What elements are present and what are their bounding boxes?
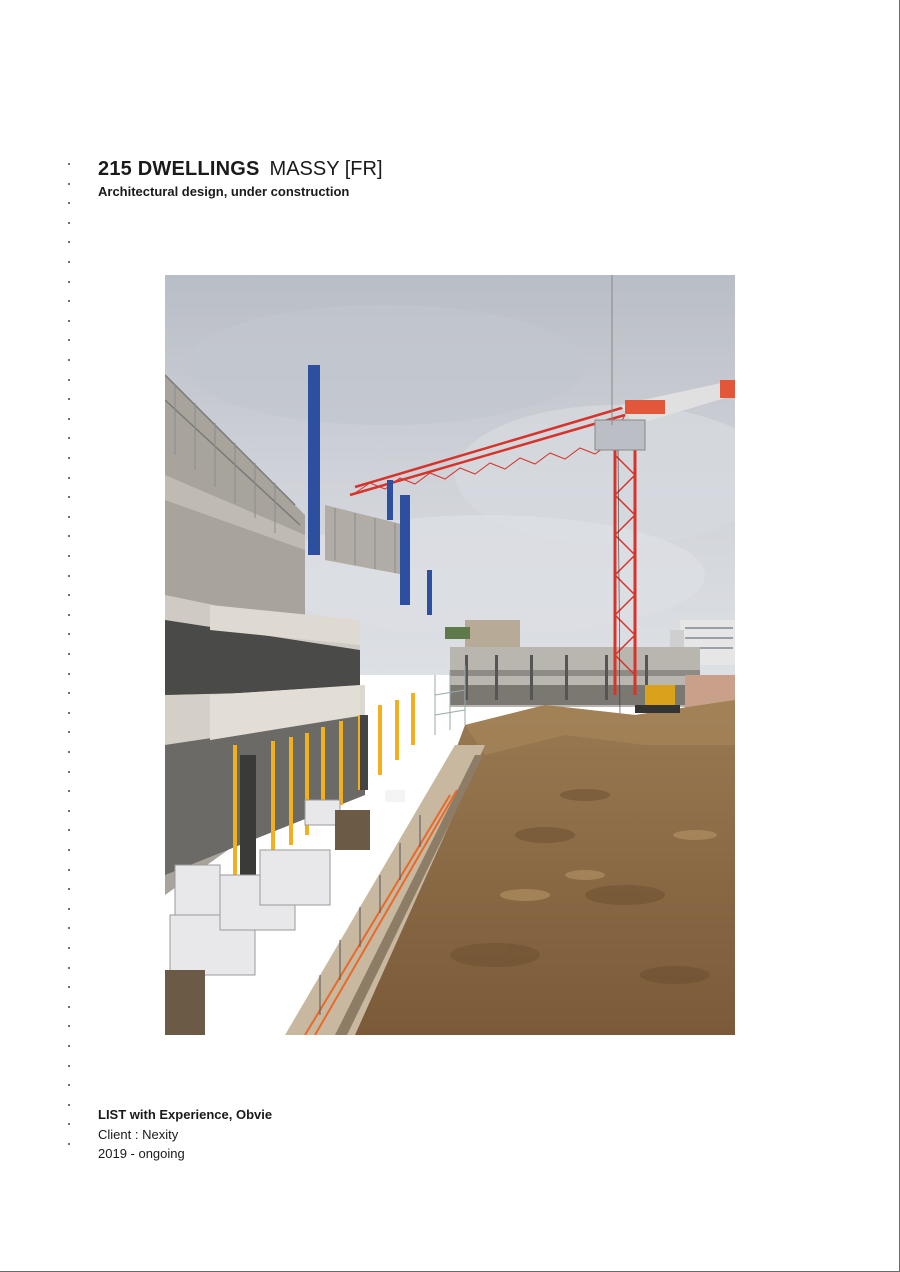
margin-dot (68, 771, 70, 773)
margin-dot (68, 927, 70, 929)
margin-dot (68, 535, 70, 537)
margin-dot (68, 594, 70, 596)
margin-dot (68, 281, 70, 283)
margin-dot (68, 202, 70, 204)
margin-dot (68, 457, 70, 459)
credits-team: LIST with Experience, Obvie (98, 1107, 273, 1122)
margin-dot (68, 633, 70, 635)
margin-dot (68, 163, 70, 165)
project-title (98, 158, 383, 181)
margin-dot (68, 967, 70, 969)
margin-dot (68, 261, 70, 263)
project-location: MASSY [FR] (269, 158, 383, 180)
project-name: 215 DWELLINGS (98, 158, 260, 180)
project-credits (98, 1105, 272, 1164)
margin-dot (68, 339, 70, 341)
margin-dot (68, 222, 70, 224)
margin-dot (68, 1084, 70, 1086)
margin-dot (68, 869, 70, 871)
margin-dot (68, 653, 70, 655)
margin-dot (68, 183, 70, 185)
construction-site-photo (165, 275, 735, 1035)
margin-dot (68, 477, 70, 479)
margin-dot (68, 555, 70, 557)
margin-dot (68, 1045, 70, 1047)
margin-dot (68, 751, 70, 753)
margin-dot (68, 1006, 70, 1008)
margin-dot (68, 398, 70, 400)
margin-dot (68, 810, 70, 812)
margin-dot (68, 712, 70, 714)
margin-dot (68, 888, 70, 890)
margin-dot (68, 1065, 70, 1067)
margin-dot (68, 829, 70, 831)
margin-dot (68, 300, 70, 302)
margin-dot (68, 1104, 70, 1106)
credits-client: Client : Nexity (98, 1126, 179, 1142)
margin-dot (68, 1025, 70, 1027)
margin-dot (68, 516, 70, 518)
project-subtitle: Architectural design, under construction (98, 184, 350, 199)
margin-dot (68, 359, 70, 361)
margin-dot (68, 320, 70, 322)
margin-dot (68, 673, 70, 675)
margin-dot (68, 1123, 70, 1125)
margin-dot (68, 731, 70, 733)
margin-dot (68, 849, 70, 851)
margin-dot (68, 575, 70, 577)
margin-dot (68, 614, 70, 616)
margin-dot (68, 496, 70, 498)
margin-dot (68, 241, 70, 243)
margin-dot (68, 1143, 70, 1145)
margin-dot (68, 692, 70, 694)
margin-dot (68, 947, 70, 949)
credits-dates: 2019 - ongoing (98, 1146, 185, 1161)
margin-dot (68, 908, 70, 910)
margin-dot (68, 437, 70, 439)
margin-dot (68, 986, 70, 988)
margin-dot (68, 418, 70, 420)
margin-dot (68, 790, 70, 792)
margin-dot (68, 379, 70, 381)
